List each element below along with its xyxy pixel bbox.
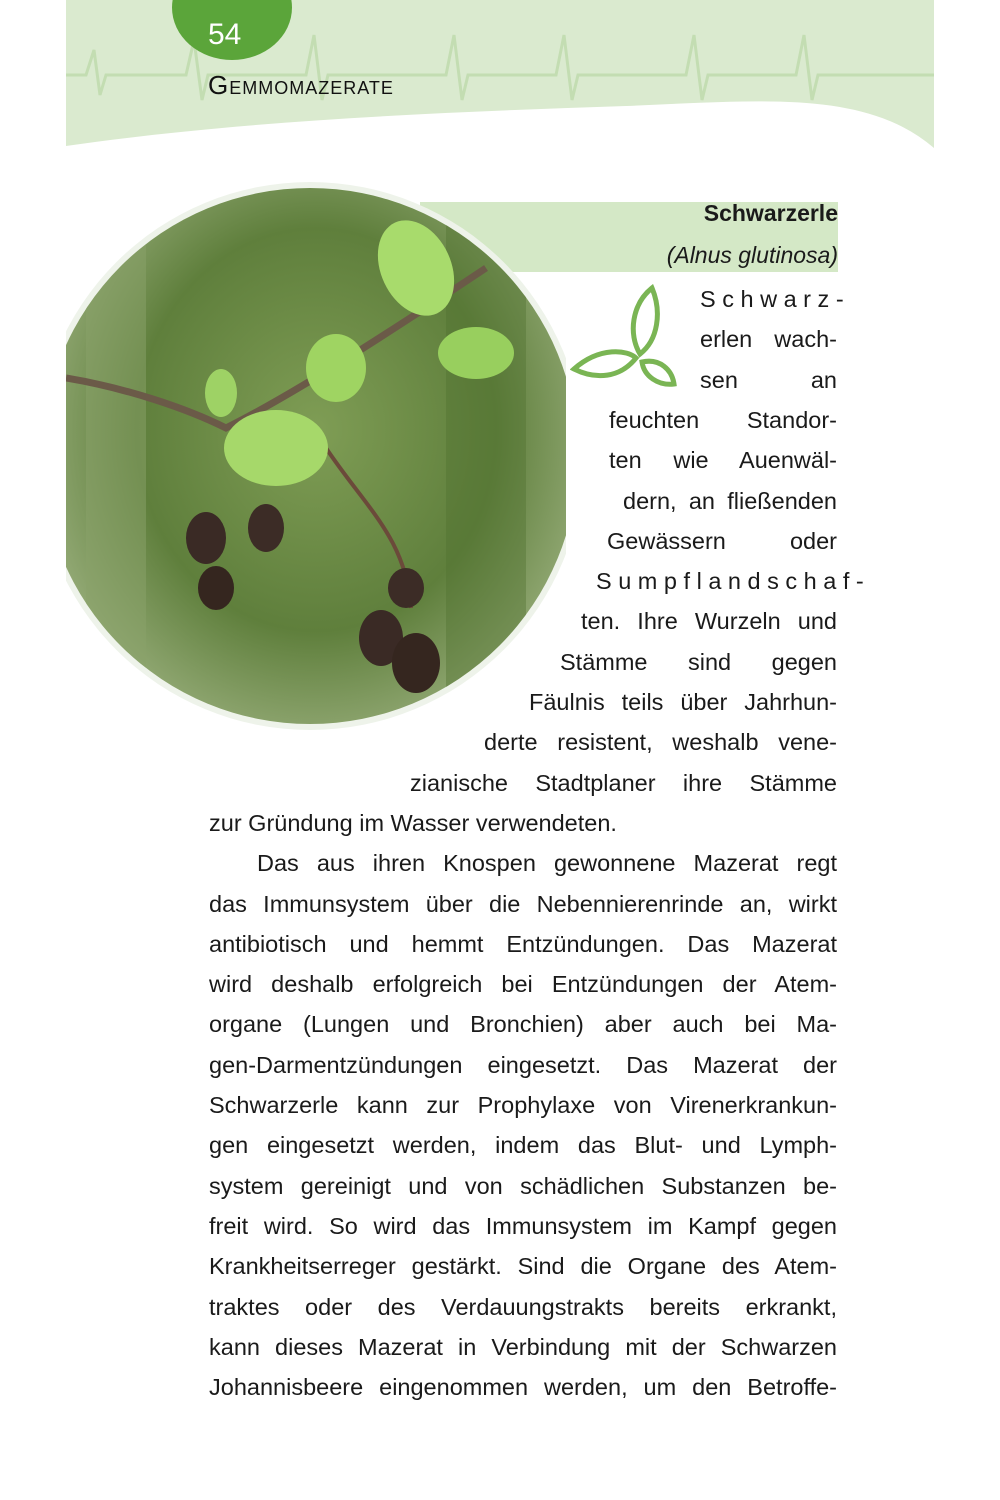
text-line: Schwarzerle kann zur Prophylaxe von Virenerkrankun-: [209, 1092, 837, 1118]
text-line: feuchten Standor-: [609, 406, 837, 433]
text-line: antibiotisch und hemmt Entzündungen. Das Mazerat: [209, 930, 837, 957]
text-line: organe (Lungen und Bronchien) aber auch bei Ma-: [209, 1011, 837, 1038]
text-line: gen-Darmentzündungen eingesetzt. Das Mazerat der: [209, 1051, 837, 1078]
entry-title: Schwarzerle: [703, 200, 838, 226]
text-line: Stämme sind gegen: [560, 648, 837, 675]
text-line: ten wie Auenwäl-: [609, 447, 837, 474]
text-line: erlen wach-: [700, 326, 837, 353]
text-line: gen eingesetzt werden, indem das Blut- und Lymph-: [209, 1132, 837, 1159]
text-line: Das aus ihren Knospen gewonnene Mazerat regt: [257, 850, 837, 877]
text-line: wird deshalb erfolgreich bei Entzündungen der Atem-: [209, 971, 837, 998]
text-line: zur Gründung im Wasser verwendeten.: [209, 809, 617, 836]
chapter-title: Gemmomazerate: [208, 70, 394, 100]
text-line: das Immunsystem über die Nebennierenrinde an, wirkt: [209, 890, 837, 917]
text-line: S u m p f l a n d s c h a f -: [596, 568, 864, 595]
text-line: freit wird. So wird das Immunsystem im Kampf gegen: [209, 1212, 837, 1239]
text-line: Fäulnis teils über Jahrhun-: [529, 689, 837, 715]
text-line: traktes oder des Verdauungstrakts bereits erkrankt,: [209, 1293, 837, 1320]
text-line: system gereinigt und von schädlichen Substanzen be-: [209, 1172, 837, 1199]
text-line: S c h w a r z -: [700, 286, 844, 312]
leaf-icon: [570, 284, 680, 389]
text-line: kann dieses Mazerat in Verbindung mit der Schwarzen: [209, 1333, 837, 1360]
text-line: zianische Stadtplaner ihre Stämme: [410, 769, 837, 796]
alder-photo: [66, 178, 566, 738]
text-line: Gewässern oder: [607, 527, 837, 554]
text-line: derte resistent, weshalb vene-: [484, 729, 837, 756]
text-line: sen an: [700, 366, 837, 393]
text-line: Johannisbeere eingenommen werden, um den Betroffe-: [209, 1374, 837, 1401]
text-line: dern, an fließenden: [623, 487, 837, 514]
page-number: 54: [208, 18, 242, 51]
text-line: Krankheitserreger gestärkt. Sind die Organe des Atem-: [209, 1253, 837, 1280]
text-line: ten. Ihre Wurzeln und: [581, 608, 837, 635]
entry-latin-name: (Alnus glutinosa): [666, 242, 838, 268]
